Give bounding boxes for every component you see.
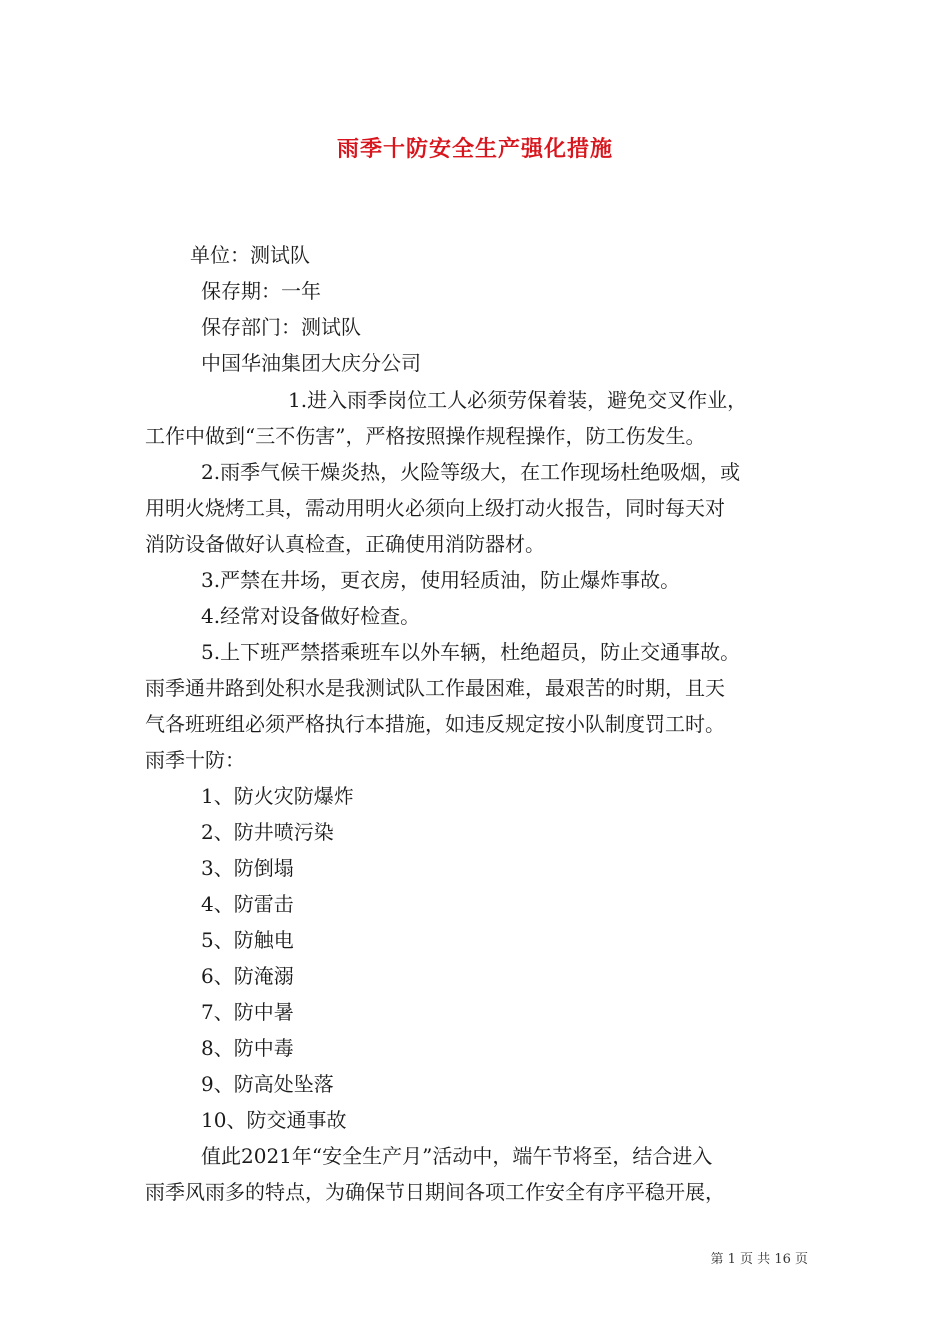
- body-line: 4.经常对设备做好检查。: [201, 604, 421, 628]
- list-item: 3、防倒塌: [201, 856, 294, 880]
- list-item: 6、防淹溺: [201, 964, 294, 988]
- closing-line: 值此2021年“安全生产月”活动中，端午节将至，结合进入: [201, 1144, 713, 1168]
- meta-company: 中国华油集团大庆分公司: [201, 351, 421, 375]
- meta-retention: 保存期：一年: [201, 279, 321, 303]
- body-line: 气各班班组必须严格执行本措施，如违反规定按小队制度罚工时。: [145, 712, 725, 736]
- body-line: 1.进入雨季岗位工人必须劳保着装，避免交叉作业，: [288, 388, 748, 412]
- body-line: 2.雨季气候干燥炎热，火险等级大，在工作现场杜绝吸烟，或: [201, 460, 741, 484]
- body-line: 5.上下班严禁搭乘班车以外车辆，杜绝超员，防止交通事故。: [201, 640, 741, 664]
- body-line: 雨季通井路到处积水是我测试队工作最困难，最艰苦的时期，且天: [145, 676, 725, 700]
- meta-unit: 单位：测试队: [190, 243, 310, 267]
- meta-department: 保存部门：测试队: [201, 315, 361, 339]
- list-item: 7、防中暑: [201, 1000, 294, 1024]
- body-line: 用明火烧烤工具，需动用明火必须向上级打动火报告，同时每天对: [145, 496, 725, 520]
- closing-line: 雨季风雨多的特点，为确保节日期间各项工作安全有序平稳开展，: [145, 1180, 725, 1204]
- list-item: 1、防火灾防爆炸: [201, 784, 354, 808]
- document-title: 雨季十防安全生产强化措施: [336, 137, 613, 162]
- body-line: 工作中做到“三不伤害”，严格按照操作规程操作，防工伤发生。: [145, 424, 706, 448]
- list-item: 8、防中毒: [201, 1036, 294, 1060]
- section-heading: 雨季十防：: [145, 748, 245, 772]
- list-item: 2、防井喷污染: [201, 820, 334, 844]
- page-number: 第 1 页 共 16 页: [710, 1252, 808, 1267]
- body-line: 消防设备做好认真检查，正确使用消防器材。: [145, 532, 545, 556]
- list-item: 9、防高处坠落: [201, 1072, 334, 1096]
- list-item: 4、防雷击: [201, 892, 294, 916]
- body-line: 3.严禁在井场，更衣房，使用轻质油，防止爆炸事故。: [201, 568, 681, 592]
- list-item: 10、防交通事故: [201, 1108, 347, 1132]
- list-item: 5、防触电: [201, 928, 294, 952]
